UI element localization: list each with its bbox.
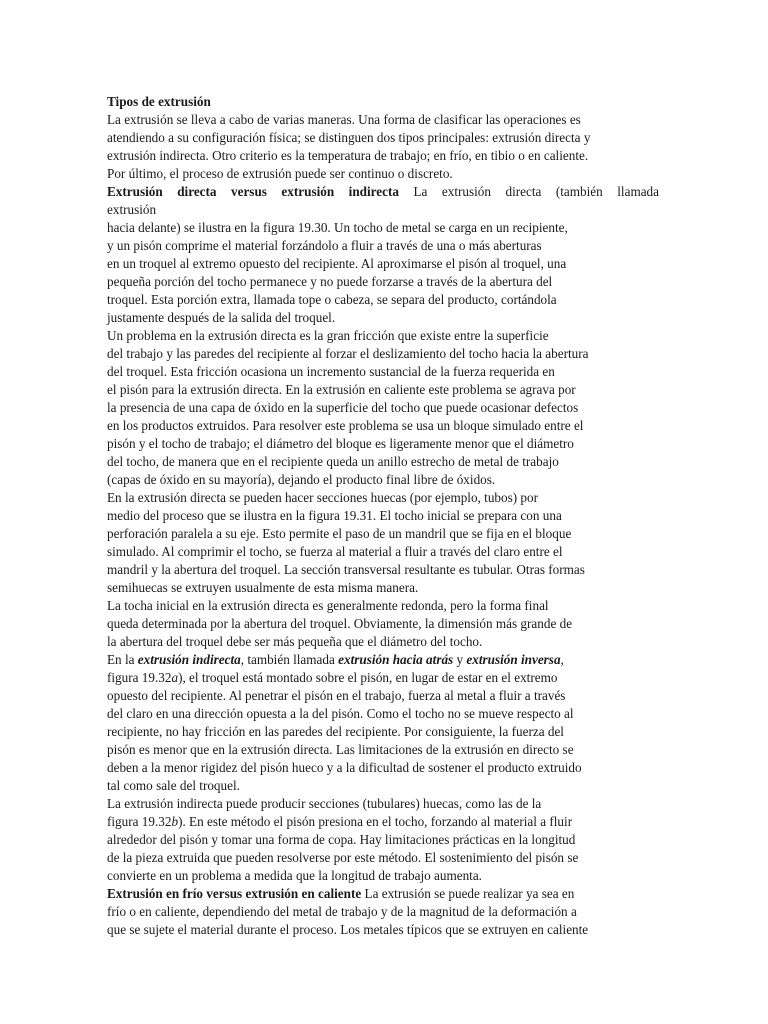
text-line: recipiente, no hay fricción en las paredes del recipiente. Por consiguiente, la fuerza del: [107, 724, 564, 739]
text-line: pisón y el tocho de trabajo; el diámetro del bloque es ligeramente menor que el diámetro: [107, 436, 574, 451]
text-line: simulado. Al comprimir el tocho, se fuerza al material a fluir a través del claro entre el: [107, 544, 563, 559]
subsection-heading: Extrusión directa versus extrusión indirecta: [107, 184, 399, 199]
text-line: perforación paralela a su eje. Esto permite el paso de un mandril que se fija en el bloque: [107, 526, 572, 541]
text-line: Por último, el proceso de extrusión puede ser continuo o discreto.: [107, 166, 453, 181]
section-title: Tipos de extrusión: [107, 94, 211, 109]
text-line: opuesto del recipiente. Al penetrar el pisón en el trabajo, fuerza al metal a fluir a través: [107, 688, 566, 703]
paragraph-direct-vs-indirect: [107, 183, 659, 327]
text-line: medio del proceso que se ilustra en la figura 19.31. El tocho inicial se prepara con una: [107, 508, 562, 523]
text-line: frío o en caliente, dependiendo del metal de trabajo y de la magnitud de la deformación a: [107, 904, 577, 919]
text-line: La tocha inicial en la extrusión directa es generalmente redonda, pero la forma final: [107, 598, 549, 613]
text-line: y un pisón comprime el material forzándolo a fluir a través de una o más aberturas: [107, 238, 542, 253]
text-line: del tocho, de manera que en el recipiente queda un anillo estrecho de metal de trabajo: [107, 454, 559, 469]
text-line: En la extrusión directa se pueden hacer secciones huecas (por ejemplo, tubos) por: [107, 490, 538, 505]
subsection-heading: Extrusión en frío versus extrusión en caliente: [107, 886, 362, 901]
text-line: atendiendo a su configuración física; se distinguen dos tipos principales: extrusión directa y: [107, 130, 591, 145]
text-line: alrededor del pisón y tomar una forma de copa. Hay limitaciones prácticas en la longitud: [107, 832, 576, 847]
text-line: la abertura del troquel debe ser más pequeña que el diámetro del tocho.: [107, 634, 483, 649]
text-line: del claro en una dirección opuesta a la del pisón. Como el tocho no se mueve respecto al: [107, 706, 574, 721]
text-line: troquel. Esta porción extra, llamada tope o cabeza, se separa del producto, cortándola: [107, 292, 557, 307]
paragraph-hollow-sections: [107, 489, 659, 597]
text-line: figura 19.32b). En este método el pisón presiona en el tocho, forzando al material a fluir: [107, 814, 573, 829]
text-line: de la pieza extruida que pueden resolverse por este método. El sostenimiento del pisón se: [107, 850, 579, 865]
text-line: Un problema en la extrusión directa es la gran fricción que existe entre la superficie: [107, 328, 549, 343]
text-line: semihuecas se extruyen usualmente de esta misma manera.: [107, 580, 419, 595]
text-line: que se sujete el material durante el proceso. Los metales típicos que se extruyen en caliente: [107, 922, 589, 937]
text-line: pequeña porción del tocho permanece y no puede forzarse a través de la abertura del: [107, 274, 553, 289]
text-line: convierte en un problema a medida que la longitud de trabajo aumenta.: [107, 868, 482, 883]
paragraph-cold-vs-hot: [107, 885, 659, 939]
text-line: pisón es menor que en la extrusión directa. Las limitaciones de la extrusión en directo se: [107, 742, 574, 757]
text-line: la presencia de una capa de óxido en la superficie del tocho que puede ocasionar defectos: [107, 400, 579, 415]
paragraph-indirect-extrusion: [107, 651, 659, 795]
text-line: el pisón para la extrusión directa. En la extrusión en caliente este problema se agrava por: [107, 382, 576, 397]
text-line: en los productos extruidos. Para resolver este problema se usa un bloque simulado entre el: [107, 418, 584, 433]
text-line: deben a la menor rigidez del pisón hueco y a la dificultad de sostener el producto extruido: [107, 760, 582, 775]
paragraph-friction: [107, 327, 659, 489]
text-line: En la extrusión indirecta, también llamada extrusión hacia atrás y extrusión inversa,: [107, 652, 564, 667]
text-line: hacia delante) se ilustra en la figura 19.30. Un tocho de metal se carga en un recipiente,: [107, 220, 568, 235]
text-line: tal como sale del troquel.: [107, 778, 240, 793]
term-emphasis: extrusión hacia atrás: [338, 652, 454, 667]
text-line: del troquel. Esta fricción ocasiona un incremento sustancial de la fuerza requerida en: [107, 364, 555, 379]
text-line: queda determinada por la abertura del troquel. Obviamente, la dimensión más grande de: [107, 616, 573, 631]
term-emphasis: extrusión indirecta: [137, 652, 241, 667]
text-line: La extrusión indirecta puede producir secciones (tubulares) huecas, como las de la: [107, 796, 542, 811]
term-emphasis: extrusión inversa: [466, 652, 561, 667]
text-line: justamente después de la salida del troquel.: [107, 310, 336, 325]
text-line: (capas de óxido en su mayoría), dejando el producto final libre de óxidos.: [107, 472, 496, 487]
text-line: figura 19.32a), el troquel está montado sobre el pisón, en lugar de estar en el extremo: [107, 670, 558, 685]
text-line: extrusión indirecta. Otro criterio es la temperatura de trabajo; en frío, en tibio o en caliente.: [107, 148, 589, 163]
text-line: Extrusión directa versus extrusión indirecta La extrusión directa (también llamada: [107, 184, 659, 199]
text-line: en un troquel al extremo opuesto del recipiente. Al aproximarse el pisón al troquel, una: [107, 256, 567, 271]
text-line: mandril y la abertura del troquel. La sección transversal resultante es tubular. Otras formas: [107, 562, 585, 577]
text-line: del trabajo y las paredes del recipiente al forzar el deslizamiento del tocho hacia la abertura: [107, 346, 589, 361]
document-page: [107, 93, 659, 939]
text-line: Extrusión en frío versus extrusión en caliente La extrusión se puede realizar ya sea en: [107, 886, 575, 901]
text-line: La extrusión se lleva a cabo de varias maneras. Una forma de clasificar las operaciones es: [107, 112, 581, 127]
paragraph-initial-billet: [107, 597, 659, 651]
paragraph-indirect-hollow: [107, 795, 659, 885]
text-line: extrusión: [107, 202, 157, 217]
paragraph-intro: [107, 111, 659, 183]
